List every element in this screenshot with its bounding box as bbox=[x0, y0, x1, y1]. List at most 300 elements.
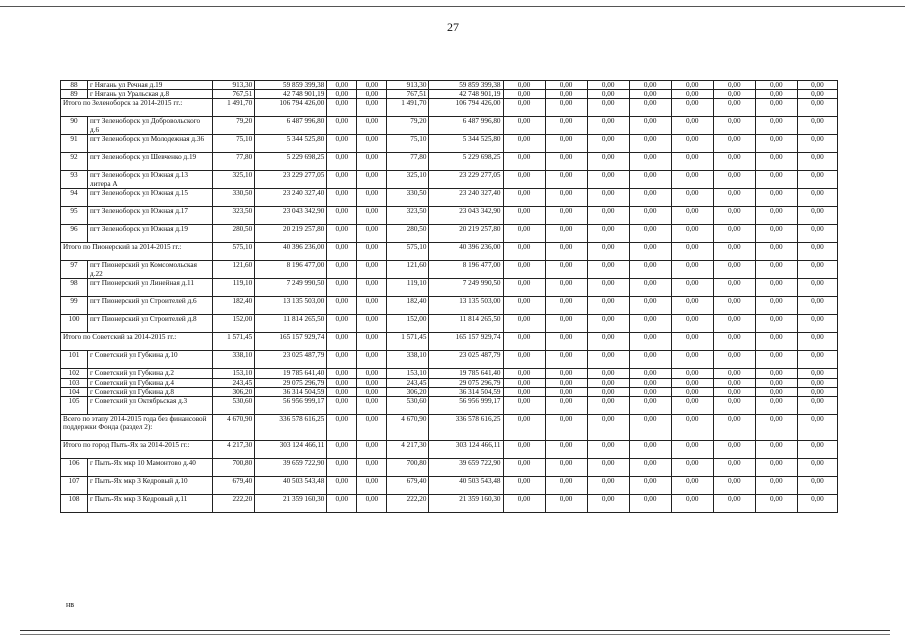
row-number: 104 bbox=[61, 387, 88, 396]
row-number: 99 bbox=[61, 297, 88, 315]
zero-cell: 0,00 bbox=[755, 279, 797, 297]
row-number: 95 bbox=[61, 207, 88, 225]
zero-cell: 0,00 bbox=[671, 351, 713, 369]
zero-cell: 0,00 bbox=[629, 333, 671, 351]
register-body bbox=[61, 81, 838, 513]
zero-cell: 0,00 bbox=[713, 99, 755, 117]
area-cell-2: 153,10 bbox=[387, 369, 429, 378]
zero-cell: 0,00 bbox=[587, 333, 629, 351]
top-rule bbox=[0, 6, 905, 7]
area-cell: 4 670,90 bbox=[213, 415, 255, 441]
zero-cell: 0,00 bbox=[587, 459, 629, 477]
zero-cell: 0,00 bbox=[671, 207, 713, 225]
zero-cell: 0,00 bbox=[587, 243, 629, 261]
row-number: 100 bbox=[61, 315, 88, 333]
zero-cell: 0,00 bbox=[713, 81, 755, 90]
zero-cell: 0,00 bbox=[755, 207, 797, 225]
table-row bbox=[61, 81, 838, 90]
area-cell: 1 571,45 bbox=[213, 333, 255, 351]
zero-cell: 0,00 bbox=[587, 261, 629, 279]
table-row bbox=[61, 279, 838, 297]
cost-cell: 40 396 236,00 bbox=[255, 243, 327, 261]
address-cell: г Пыть-Ях мкр 3 Кедровый д.11 bbox=[88, 495, 213, 513]
row-number: 92 bbox=[61, 153, 88, 171]
total-label: Итого по Советский за 2014-2015 гг.: bbox=[61, 333, 213, 351]
zero-cell: 0,00 bbox=[797, 387, 837, 396]
zero-cell: 0,00 bbox=[587, 315, 629, 333]
zero-cell: 0,00 bbox=[671, 81, 713, 90]
address-cell: г Пыть-Ях мкр 10 Мамонтово д.40 bbox=[88, 459, 213, 477]
zero-cell: 0,00 bbox=[503, 243, 545, 261]
table-row bbox=[61, 90, 838, 99]
zero-cell: 0,00 bbox=[755, 441, 797, 459]
footer-initials: нв bbox=[66, 600, 75, 609]
zero-cell: 0,00 bbox=[671, 397, 713, 415]
address-cell: г Советский ул Губкина д.8 bbox=[88, 387, 213, 396]
cost-cell: 23 240 327,40 bbox=[255, 189, 327, 207]
zero-cell: 0,00 bbox=[587, 378, 629, 387]
zero-cell: 0,00 bbox=[327, 477, 357, 495]
area-cell-2: 325,10 bbox=[387, 171, 429, 189]
area-cell-2: 280,50 bbox=[387, 225, 429, 243]
area-cell-2: 575,10 bbox=[387, 243, 429, 261]
cost-cell-2: 56 956 999,17 bbox=[429, 397, 503, 415]
zero-cell: 0,00 bbox=[545, 189, 587, 207]
zero-cell: 0,00 bbox=[587, 90, 629, 99]
zero-cell: 0,00 bbox=[357, 378, 387, 387]
zero-cell: 0,00 bbox=[503, 225, 545, 243]
area-cell-2: 119,10 bbox=[387, 279, 429, 297]
zero-cell: 0,00 bbox=[671, 441, 713, 459]
zero-cell: 0,00 bbox=[671, 333, 713, 351]
cost-cell-2: 40 503 543,48 bbox=[429, 477, 503, 495]
zero-cell: 0,00 bbox=[797, 207, 837, 225]
area-cell-2: 121,60 bbox=[387, 261, 429, 279]
zero-cell: 0,00 bbox=[755, 351, 797, 369]
cost-cell: 19 785 641,40 bbox=[255, 369, 327, 378]
address-cell: г Советский ул Октябрьская д.3 bbox=[88, 397, 213, 415]
zero-cell: 0,00 bbox=[503, 477, 545, 495]
cost-cell-2: 165 157 929,74 bbox=[429, 333, 503, 351]
area-cell-2: 1 491,70 bbox=[387, 99, 429, 117]
table-row bbox=[61, 153, 838, 171]
area-cell: 153,10 bbox=[213, 369, 255, 378]
zero-cell: 0,00 bbox=[671, 279, 713, 297]
cost-cell-2: 21 359 160,30 bbox=[429, 495, 503, 513]
area-cell: 280,50 bbox=[213, 225, 255, 243]
zero-cell: 0,00 bbox=[713, 117, 755, 135]
zero-cell: 0,00 bbox=[357, 81, 387, 90]
zero-cell: 0,00 bbox=[629, 171, 671, 189]
zero-cell: 0,00 bbox=[629, 279, 671, 297]
zero-cell: 0,00 bbox=[503, 315, 545, 333]
cost-cell-2: 6 487 996,80 bbox=[429, 117, 503, 135]
cost-cell-2: 106 794 426,00 bbox=[429, 99, 503, 117]
zero-cell: 0,00 bbox=[713, 261, 755, 279]
zero-cell: 0,00 bbox=[327, 315, 357, 333]
table-row bbox=[61, 369, 838, 378]
zero-cell: 0,00 bbox=[587, 189, 629, 207]
cost-cell: 5 344 525,80 bbox=[255, 135, 327, 153]
zero-cell: 0,00 bbox=[503, 387, 545, 396]
zero-cell: 0,00 bbox=[587, 397, 629, 415]
zero-cell: 0,00 bbox=[671, 225, 713, 243]
zero-cell: 0,00 bbox=[755, 90, 797, 99]
zero-cell: 0,00 bbox=[671, 189, 713, 207]
zero-cell: 0,00 bbox=[755, 135, 797, 153]
zero-cell: 0,00 bbox=[587, 171, 629, 189]
address-cell: пгт Пионерский ул Строителей д.8 bbox=[88, 315, 213, 333]
zero-cell: 0,00 bbox=[797, 378, 837, 387]
zero-cell: 0,00 bbox=[545, 99, 587, 117]
area-cell-2: 913,30 bbox=[387, 81, 429, 90]
cost-cell: 20 219 257,80 bbox=[255, 225, 327, 243]
zero-cell: 0,00 bbox=[629, 315, 671, 333]
zero-cell: 0,00 bbox=[503, 207, 545, 225]
zero-cell: 0,00 bbox=[545, 459, 587, 477]
zero-cell: 0,00 bbox=[797, 495, 837, 513]
zero-cell: 0,00 bbox=[797, 261, 837, 279]
zero-cell: 0,00 bbox=[545, 243, 587, 261]
zero-cell: 0,00 bbox=[503, 171, 545, 189]
zero-cell: 0,00 bbox=[629, 90, 671, 99]
zero-cell: 0,00 bbox=[629, 351, 671, 369]
area-cell: 679,40 bbox=[213, 477, 255, 495]
address-cell: пгт Пионерский ул Строителей д.6 bbox=[88, 297, 213, 315]
zero-cell: 0,00 bbox=[503, 333, 545, 351]
area-cell-2: 767,51 bbox=[387, 90, 429, 99]
cost-cell: 106 794 426,00 bbox=[255, 99, 327, 117]
zero-cell: 0,00 bbox=[671, 117, 713, 135]
zero-cell: 0,00 bbox=[327, 441, 357, 459]
zero-cell: 0,00 bbox=[713, 90, 755, 99]
zero-cell: 0,00 bbox=[327, 225, 357, 243]
zero-cell: 0,00 bbox=[797, 415, 837, 441]
cost-cell: 56 956 999,17 bbox=[255, 397, 327, 415]
zero-cell: 0,00 bbox=[503, 378, 545, 387]
table-row bbox=[61, 135, 838, 153]
address-cell: г Нягань ул Уральская д.8 bbox=[88, 90, 213, 99]
zero-cell: 0,00 bbox=[357, 189, 387, 207]
area-cell: 243,45 bbox=[213, 378, 255, 387]
area-cell: 338,10 bbox=[213, 351, 255, 369]
cost-cell-2: 5 344 525,80 bbox=[429, 135, 503, 153]
zero-cell: 0,00 bbox=[755, 225, 797, 243]
zero-cell: 0,00 bbox=[797, 243, 837, 261]
zero-cell: 0,00 bbox=[797, 333, 837, 351]
zero-cell: 0,00 bbox=[713, 495, 755, 513]
zero-cell: 0,00 bbox=[713, 297, 755, 315]
cost-cell-2: 19 785 641,40 bbox=[429, 369, 503, 378]
zero-cell: 0,00 bbox=[755, 99, 797, 117]
cost-cell-2: 336 578 616,25 bbox=[429, 415, 503, 441]
area-cell: 79,20 bbox=[213, 117, 255, 135]
zero-cell: 0,00 bbox=[503, 351, 545, 369]
zero-cell: 0,00 bbox=[629, 153, 671, 171]
zero-cell: 0,00 bbox=[671, 99, 713, 117]
address-cell: г Советский ул Губкина д.2 bbox=[88, 369, 213, 378]
cost-cell: 8 196 477,00 bbox=[255, 261, 327, 279]
zero-cell: 0,00 bbox=[797, 369, 837, 378]
zero-cell: 0,00 bbox=[629, 397, 671, 415]
zero-cell: 0,00 bbox=[327, 81, 357, 90]
zero-cell: 0,00 bbox=[713, 378, 755, 387]
cost-cell: 303 124 466,11 bbox=[255, 441, 327, 459]
zero-cell: 0,00 bbox=[797, 153, 837, 171]
cost-cell: 11 814 265,50 bbox=[255, 315, 327, 333]
cost-cell: 21 359 160,30 bbox=[255, 495, 327, 513]
table-row bbox=[61, 297, 838, 315]
cost-cell-2: 36 314 504,59 bbox=[429, 387, 503, 396]
zero-cell: 0,00 bbox=[671, 387, 713, 396]
zero-cell: 0,00 bbox=[327, 171, 357, 189]
area-cell-2: 530,60 bbox=[387, 397, 429, 415]
area-cell: 530,60 bbox=[213, 397, 255, 415]
row-number: 89 bbox=[61, 90, 88, 99]
zero-cell: 0,00 bbox=[545, 153, 587, 171]
zero-cell: 0,00 bbox=[671, 90, 713, 99]
zero-cell: 0,00 bbox=[713, 441, 755, 459]
row-number: 90 bbox=[61, 117, 88, 135]
zero-cell: 0,00 bbox=[587, 117, 629, 135]
total-label: Итого по Пионерский за 2014-2015 гг.: bbox=[61, 243, 213, 261]
zero-cell: 0,00 bbox=[327, 279, 357, 297]
zero-cell: 0,00 bbox=[545, 117, 587, 135]
zero-cell: 0,00 bbox=[587, 297, 629, 315]
zero-cell: 0,00 bbox=[587, 225, 629, 243]
zero-cell: 0,00 bbox=[503, 261, 545, 279]
zero-cell: 0,00 bbox=[587, 99, 629, 117]
zero-cell: 0,00 bbox=[545, 315, 587, 333]
zero-cell: 0,00 bbox=[797, 189, 837, 207]
address-cell: г Пыть-Ях мкр 3 Кедровый д.10 bbox=[88, 477, 213, 495]
address-cell: пгт Зеленоборск ул Молодежная д.36 bbox=[88, 135, 213, 153]
zero-cell: 0,00 bbox=[327, 117, 357, 135]
cost-cell-2: 29 075 296,79 bbox=[429, 378, 503, 387]
zero-cell: 0,00 bbox=[357, 459, 387, 477]
cost-cell: 29 075 296,79 bbox=[255, 378, 327, 387]
table-row bbox=[61, 261, 838, 279]
zero-cell: 0,00 bbox=[713, 477, 755, 495]
area-cell: 325,10 bbox=[213, 171, 255, 189]
zero-cell: 0,00 bbox=[327, 297, 357, 315]
table-row bbox=[61, 117, 838, 135]
zero-cell: 0,00 bbox=[545, 441, 587, 459]
cost-cell-2: 20 219 257,80 bbox=[429, 225, 503, 243]
zero-cell: 0,00 bbox=[357, 207, 387, 225]
zero-cell: 0,00 bbox=[327, 333, 357, 351]
area-cell-2: 323,50 bbox=[387, 207, 429, 225]
zero-cell: 0,00 bbox=[629, 243, 671, 261]
zero-cell: 0,00 bbox=[671, 153, 713, 171]
zero-cell: 0,00 bbox=[327, 135, 357, 153]
address-cell: пгт Зеленоборск ул Южная д.15 bbox=[88, 189, 213, 207]
zero-cell: 0,00 bbox=[545, 415, 587, 441]
zero-cell: 0,00 bbox=[327, 207, 357, 225]
cost-cell: 39 659 722,90 bbox=[255, 459, 327, 477]
zero-cell: 0,00 bbox=[797, 315, 837, 333]
zero-cell: 0,00 bbox=[503, 81, 545, 90]
area-cell: 700,80 bbox=[213, 459, 255, 477]
zero-cell: 0,00 bbox=[545, 171, 587, 189]
zero-cell: 0,00 bbox=[671, 315, 713, 333]
zero-cell: 0,00 bbox=[545, 495, 587, 513]
zero-cell: 0,00 bbox=[713, 315, 755, 333]
row-number: 108 bbox=[61, 495, 88, 513]
zero-cell: 0,00 bbox=[587, 495, 629, 513]
zero-cell: 0,00 bbox=[357, 171, 387, 189]
zero-cell: 0,00 bbox=[671, 459, 713, 477]
zero-cell: 0,00 bbox=[629, 369, 671, 378]
zero-cell: 0,00 bbox=[713, 397, 755, 415]
zero-cell: 0,00 bbox=[503, 153, 545, 171]
zero-cell: 0,00 bbox=[755, 459, 797, 477]
zero-cell: 0,00 bbox=[357, 415, 387, 441]
zero-cell: 0,00 bbox=[755, 378, 797, 387]
table-row bbox=[61, 459, 838, 477]
zero-cell: 0,00 bbox=[545, 477, 587, 495]
zero-cell: 0,00 bbox=[357, 90, 387, 99]
zero-cell: 0,00 bbox=[797, 279, 837, 297]
zero-cell: 0,00 bbox=[545, 378, 587, 387]
zero-cell: 0,00 bbox=[755, 297, 797, 315]
zero-cell: 0,00 bbox=[545, 135, 587, 153]
zero-cell: 0,00 bbox=[713, 135, 755, 153]
zero-cell: 0,00 bbox=[713, 351, 755, 369]
zero-cell: 0,00 bbox=[755, 153, 797, 171]
zero-cell: 0,00 bbox=[713, 369, 755, 378]
zero-cell: 0,00 bbox=[587, 153, 629, 171]
zero-cell: 0,00 bbox=[587, 415, 629, 441]
zero-cell: 0,00 bbox=[503, 369, 545, 378]
zero-cell: 0,00 bbox=[671, 495, 713, 513]
area-cell: 77,80 bbox=[213, 153, 255, 171]
zero-cell: 0,00 bbox=[629, 189, 671, 207]
zero-cell: 0,00 bbox=[545, 225, 587, 243]
zero-cell: 0,00 bbox=[755, 315, 797, 333]
zero-cell: 0,00 bbox=[503, 90, 545, 99]
address-cell: пгт Зеленоборск ул Добровольского д.6 bbox=[88, 117, 213, 135]
zero-cell: 0,00 bbox=[713, 225, 755, 243]
zero-cell: 0,00 bbox=[797, 135, 837, 153]
zero-cell: 0,00 bbox=[545, 333, 587, 351]
zero-cell: 0,00 bbox=[713, 243, 755, 261]
address-cell: пгт Зеленоборск ул Южная д.13 литера А bbox=[88, 171, 213, 189]
cost-cell: 7 249 990,50 bbox=[255, 279, 327, 297]
row-number: 103 bbox=[61, 378, 88, 387]
area-cell: 182,40 bbox=[213, 297, 255, 315]
zero-cell: 0,00 bbox=[327, 99, 357, 117]
zero-cell: 0,00 bbox=[671, 477, 713, 495]
cost-cell: 23 025 487,79 bbox=[255, 351, 327, 369]
zero-cell: 0,00 bbox=[797, 297, 837, 315]
zero-cell: 0,00 bbox=[357, 261, 387, 279]
zero-cell: 0,00 bbox=[797, 477, 837, 495]
zero-cell: 0,00 bbox=[503, 415, 545, 441]
area-cell-2: 700,80 bbox=[387, 459, 429, 477]
zero-cell: 0,00 bbox=[327, 378, 357, 387]
area-cell-2: 182,40 bbox=[387, 297, 429, 315]
zero-cell: 0,00 bbox=[357, 477, 387, 495]
zero-cell: 0,00 bbox=[587, 387, 629, 396]
area-cell-2: 4 670,90 bbox=[387, 415, 429, 441]
table-row bbox=[61, 495, 838, 513]
zero-cell: 0,00 bbox=[357, 297, 387, 315]
cost-cell: 6 487 996,80 bbox=[255, 117, 327, 135]
zero-cell: 0,00 bbox=[629, 378, 671, 387]
area-cell-2: 4 217,30 bbox=[387, 441, 429, 459]
zero-cell: 0,00 bbox=[671, 171, 713, 189]
zero-cell: 0,00 bbox=[671, 261, 713, 279]
total-label: Итого по Зеленоборск за 2014-2015 гг.: bbox=[61, 99, 213, 117]
zero-cell: 0,00 bbox=[545, 397, 587, 415]
zero-cell: 0,00 bbox=[503, 297, 545, 315]
cost-cell-2: 39 659 722,90 bbox=[429, 459, 503, 477]
zero-cell: 0,00 bbox=[357, 225, 387, 243]
area-cell-2: 306,20 bbox=[387, 387, 429, 396]
area-cell-2: 222,20 bbox=[387, 495, 429, 513]
zero-cell: 0,00 bbox=[503, 99, 545, 117]
zero-cell: 0,00 bbox=[503, 135, 545, 153]
zero-cell: 0,00 bbox=[755, 171, 797, 189]
zero-cell: 0,00 bbox=[545, 261, 587, 279]
zero-cell: 0,00 bbox=[713, 279, 755, 297]
zero-cell: 0,00 bbox=[629, 135, 671, 153]
zero-cell: 0,00 bbox=[713, 189, 755, 207]
zero-cell: 0,00 bbox=[629, 117, 671, 135]
zero-cell: 0,00 bbox=[629, 495, 671, 513]
zero-cell: 0,00 bbox=[327, 397, 357, 415]
zero-cell: 0,00 bbox=[503, 397, 545, 415]
zero-cell: 0,00 bbox=[629, 297, 671, 315]
zero-cell: 0,00 bbox=[545, 81, 587, 90]
area-cell-2: 330,50 bbox=[387, 189, 429, 207]
cost-cell: 42 748 901,19 bbox=[255, 90, 327, 99]
zero-cell: 0,00 bbox=[357, 117, 387, 135]
total-row bbox=[61, 99, 838, 117]
zero-cell: 0,00 bbox=[755, 243, 797, 261]
zero-cell: 0,00 bbox=[671, 378, 713, 387]
zero-cell: 0,00 bbox=[357, 495, 387, 513]
area-cell: 575,10 bbox=[213, 243, 255, 261]
zero-cell: 0,00 bbox=[713, 153, 755, 171]
zero-cell: 0,00 bbox=[629, 415, 671, 441]
zero-cell: 0,00 bbox=[587, 477, 629, 495]
zero-cell: 0,00 bbox=[755, 189, 797, 207]
row-number: 93 bbox=[61, 171, 88, 189]
cost-cell: 13 135 503,00 bbox=[255, 297, 327, 315]
zero-cell: 0,00 bbox=[797, 81, 837, 90]
zero-cell: 0,00 bbox=[629, 99, 671, 117]
zero-cell: 0,00 bbox=[503, 459, 545, 477]
zero-cell: 0,00 bbox=[797, 117, 837, 135]
zero-cell: 0,00 bbox=[587, 351, 629, 369]
table-row bbox=[61, 477, 838, 495]
zero-cell: 0,00 bbox=[671, 243, 713, 261]
zero-cell: 0,00 bbox=[327, 495, 357, 513]
zero-cell: 0,00 bbox=[629, 207, 671, 225]
zero-cell: 0,00 bbox=[713, 333, 755, 351]
total-row bbox=[61, 333, 838, 351]
zero-cell: 0,00 bbox=[545, 279, 587, 297]
zero-cell: 0,00 bbox=[797, 351, 837, 369]
address-cell: пгт Зеленоборск ул Шевченко д.19 bbox=[88, 153, 213, 171]
zero-cell: 0,00 bbox=[797, 171, 837, 189]
address-cell: пгт Зеленоборск ул Южная д.17 bbox=[88, 207, 213, 225]
table-row bbox=[61, 387, 838, 396]
zero-cell: 0,00 bbox=[545, 297, 587, 315]
row-number: 98 bbox=[61, 279, 88, 297]
